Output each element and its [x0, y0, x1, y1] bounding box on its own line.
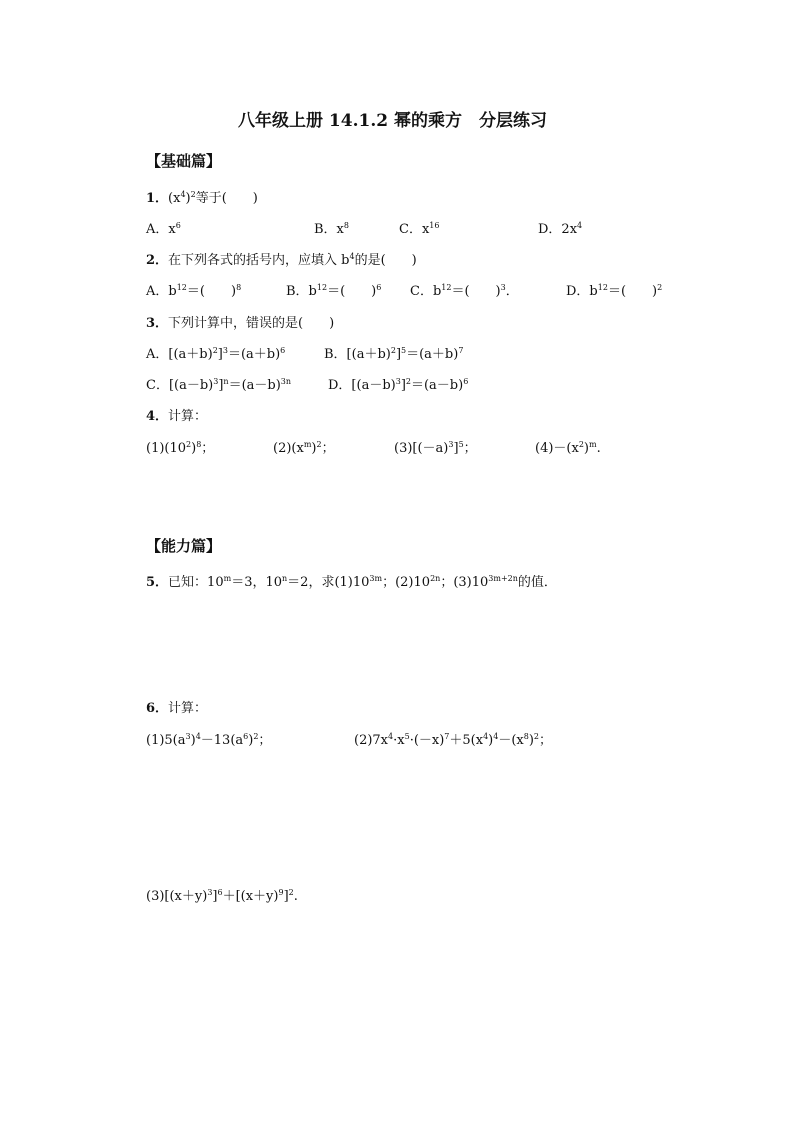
- section-heading-basic: 【基础篇】: [146, 152, 222, 170]
- question-1-option-c: C．$x^{16}$: [399, 221, 440, 237]
- question-1-option-d: D．$2x^4$: [538, 221, 583, 237]
- question-5-stem: 5．已知：$10^m=3$，$10^n=2$，求$(1)10^{3m}$；$(2)10^{2n}$；$(3)10^{3m+2n}$的值．: [146, 574, 557, 590]
- question-4-stem: 4．计算：: [146, 409, 208, 424]
- question-2-option-d: D．$b^{12}=$( )$^2$: [566, 283, 663, 299]
- question-4-part-4: $(4)-(x^2)^m$.: [535, 440, 601, 456]
- question-6-part-3: $(3)[(x+y)^3]^6+[(x+y)^9]^2$.: [146, 888, 298, 904]
- question-6-stem: 6．计算：: [146, 701, 208, 716]
- question-4-part-3: $(3)[(-a)^3]^5$；: [394, 440, 477, 456]
- question-4-part-2: $(2)(x^m)^2$；: [273, 440, 335, 456]
- page-title: 八年级上册 14.1.2 幂的乘方 分层练习: [238, 111, 547, 131]
- question-2-option-b: B．$b^{12}=$( )$^6$: [286, 283, 382, 299]
- question-4-part-1: $(1)(10^2)^8$；: [146, 440, 215, 456]
- question-1-stem: 1．$(x^4)^2$等于( ): [146, 190, 258, 206]
- question-3-option-b: B．$[(a+b)^2]^5=(a+b)^7$: [324, 346, 464, 362]
- question-2-option-a: A．$b^{12}=$( )$^8$: [146, 283, 242, 299]
- question-3-option-a: A．$[(a+b)^2]^3=(a+b)^6$: [146, 346, 286, 362]
- question-6-part-1: $(1)5(a^3)^4-13(a^6)^2$；: [146, 732, 272, 748]
- section-heading-ability: 【能力篇】: [146, 537, 222, 555]
- question-2-option-c: C．$b^{12}=$( )$^3$．: [410, 283, 519, 299]
- question-1-option-b: B．$x^8$: [314, 221, 349, 237]
- question-3-option-d: D．$[(a-b)^3]^2=(a-b)^6$: [328, 377, 469, 393]
- question-1-option-a: A．$x^6$: [146, 221, 181, 237]
- question-6-part-2: $(2)7x^4\cdot x^5\cdot(-x)^7+5(x^4)^4-(x^8)^2$；: [354, 732, 553, 748]
- question-3-option-c: C．$[(a-b)^3]^n=(a-b)^{3n}$: [146, 377, 292, 393]
- question-3-stem: 3．下列计算中，错误的是( ): [146, 316, 335, 331]
- question-2-stem: 2．在下列各式的括号内，应填入 $b^4$的是( ): [146, 252, 417, 268]
